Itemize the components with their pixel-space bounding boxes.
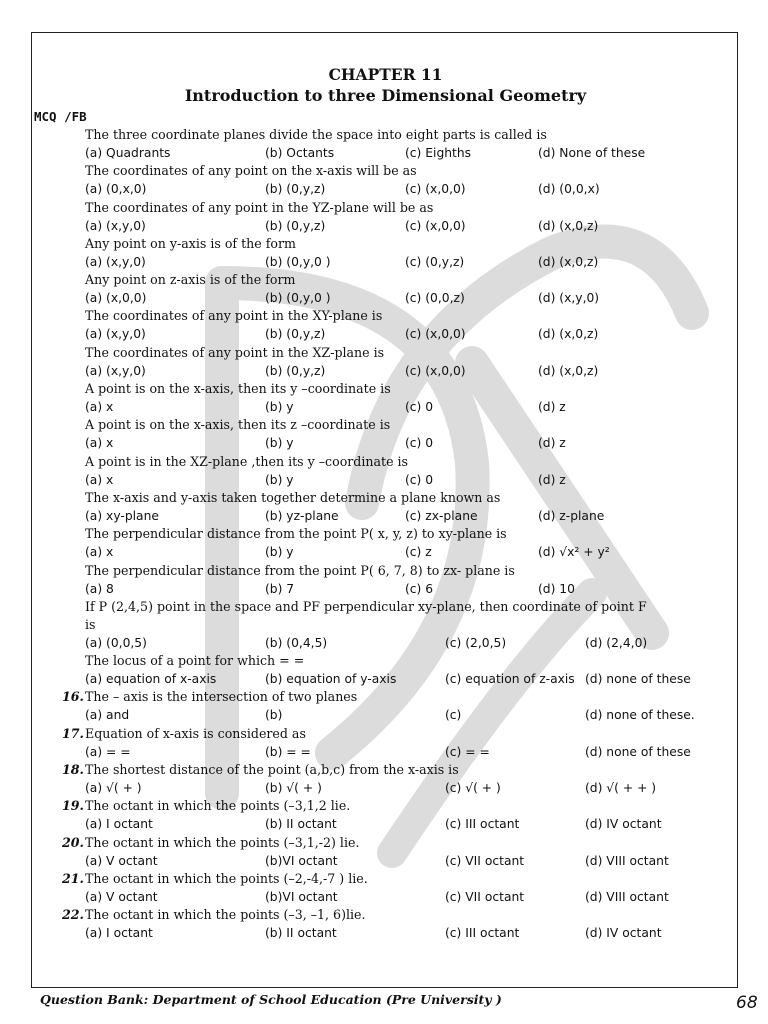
- question-item: [32, 489, 738, 525]
- option-b: (b) II octant: [265, 817, 337, 832]
- option-a: (a) and: [85, 708, 130, 723]
- question-number: 18.: [62, 762, 84, 778]
- question-text: The octant in which the points (–3, –1, 6)lie.: [85, 907, 366, 923]
- option-b: (b) 7: [265, 581, 295, 596]
- option-a: (a) √( + ): [85, 781, 142, 796]
- option-d: (d) z: [538, 436, 566, 451]
- option-c: (c) = =: [445, 744, 490, 759]
- question-item: [32, 380, 738, 416]
- question-list: [32, 126, 738, 943]
- question-item: [32, 235, 738, 271]
- option-b: (b) (0,y,0 ): [265, 254, 331, 269]
- option-a: (a) x: [85, 545, 114, 560]
- question-item: [32, 307, 738, 343]
- question-number: 19.: [62, 798, 84, 814]
- option-d: (d) (0,0,x): [538, 182, 600, 197]
- option-a: (a) x: [85, 436, 114, 451]
- option-b: (b) y: [265, 545, 294, 560]
- option-a: (a) equation of x-axis: [85, 672, 217, 687]
- question-line: [32, 235, 738, 253]
- question-item: [32, 162, 738, 198]
- option-a: (a) x: [85, 400, 114, 415]
- option-row: [32, 580, 738, 598]
- option-b: (b) = =: [265, 744, 311, 759]
- question-line: [32, 797, 738, 815]
- option-a: (a) I octant: [85, 926, 153, 941]
- option-d: (d) z: [538, 472, 566, 487]
- question-text: Any point on z-axis is of the form: [85, 272, 296, 288]
- question-line: [32, 525, 738, 543]
- option-a: (a) I octant: [85, 817, 153, 832]
- option-b: (b) √( + ): [265, 781, 322, 796]
- option-a: (a) 8: [85, 581, 114, 596]
- option-c: (c) 0: [405, 436, 434, 451]
- option-row: [32, 815, 738, 833]
- option-row: [32, 362, 738, 380]
- question-text: Equation of x-axis is considered as: [85, 725, 306, 741]
- question-line: [32, 271, 738, 289]
- question-line: [32, 598, 738, 616]
- question-line: [32, 688, 738, 706]
- question-number: 21.: [62, 870, 84, 886]
- option-d: (d) VIII octant: [585, 853, 669, 868]
- question-line: [32, 562, 738, 580]
- option-c: (c) zx-plane: [405, 508, 478, 523]
- question-item: [32, 906, 738, 942]
- question-text: The coordinates of any point in the XZ-plane is: [85, 344, 385, 360]
- option-row: [32, 180, 738, 198]
- option-row: [32, 706, 738, 724]
- option-row: [32, 924, 738, 942]
- option-b: (b) Octants: [265, 146, 335, 160]
- question-line: [32, 453, 738, 471]
- question-line: [32, 162, 738, 180]
- chapter-heading: CHAPTER 11: [328, 65, 443, 84]
- option-b: (b)VI octant: [265, 853, 338, 868]
- question-item: [32, 271, 738, 307]
- option-d: (d) none of these: [585, 744, 691, 759]
- question-text: The three coordinate planes divide the space into eight parts is called is: [85, 127, 547, 142]
- option-b: (b) (0,y,0 ): [265, 291, 331, 306]
- option-d: (d) (2,4,0): [585, 635, 648, 650]
- question-item: [32, 652, 738, 688]
- page-frame: [31, 32, 738, 988]
- question-item: [32, 126, 738, 162]
- question-text: The locus of a point for which = =: [85, 653, 305, 669]
- option-c: (c) (x,0,0): [405, 182, 466, 197]
- option-b: (b) yz-plane: [265, 508, 339, 523]
- question-item: [32, 688, 738, 724]
- option-c: (c) (x,0,0): [405, 218, 466, 233]
- question-item: [32, 761, 738, 797]
- option-row: [32, 888, 738, 906]
- option-d: (d) none of these.: [585, 708, 695, 723]
- option-b: (b)VI octant: [265, 889, 338, 904]
- option-c: (c) III octant: [445, 817, 520, 832]
- option-d: (d) None of these: [538, 146, 646, 160]
- option-d: (d) IV octant: [585, 817, 662, 832]
- question-line: [32, 906, 738, 924]
- question-item: [32, 416, 738, 452]
- option-row: [32, 852, 738, 870]
- question-text: Any point on y-axis is of the form: [85, 235, 296, 251]
- option-row: [32, 507, 738, 525]
- option-d: (d) √x² + y²: [538, 545, 610, 560]
- option-c: (c) (x,0,0): [405, 363, 466, 378]
- option-a: (a) V octant: [85, 853, 158, 868]
- question-item: [32, 453, 738, 489]
- question-item: [32, 598, 738, 652]
- question-number: 17.: [62, 725, 84, 741]
- question-item: [32, 199, 738, 235]
- option-b: (b) (0,y,z): [265, 327, 326, 342]
- option-b: (b): [265, 708, 283, 723]
- question-item: [32, 834, 738, 870]
- question-text: The coordinates of any point in the XY-plane is: [85, 308, 383, 324]
- option-row: [32, 743, 738, 761]
- option-b: (b) (0,y,z): [265, 182, 326, 197]
- option-a: (a) V octant: [85, 889, 158, 904]
- question-text: A point is on the x-axis, then its y –coordinate is: [85, 381, 391, 397]
- question-item: [32, 725, 738, 761]
- option-row: [32, 779, 738, 797]
- question-item: [32, 344, 738, 380]
- option-a: (a) (x,y,0): [85, 218, 146, 233]
- option-c: (c) z: [405, 545, 432, 560]
- question-text: The shortest distance of the point (a,b,c) from the x-axis is: [85, 762, 459, 778]
- option-d: (d) (x,0,z): [538, 363, 599, 378]
- option-d: (d) VIII octant: [585, 889, 669, 904]
- question-text: The – axis is the intersection of two planes: [85, 689, 358, 705]
- option-a: (a) (x,0,0): [85, 291, 147, 306]
- question-item: [32, 797, 738, 833]
- question-line: [32, 489, 738, 507]
- question-line: [32, 652, 738, 670]
- option-a: (a) (x,y,0): [85, 327, 146, 342]
- option-c: (c) equation of z-axis: [445, 672, 575, 687]
- question-line: [32, 416, 738, 434]
- option-a: (a) (x,y,0): [85, 363, 146, 378]
- option-d: (d) (x,y,0): [538, 291, 600, 306]
- option-b: (b) (0,4,5): [265, 635, 328, 650]
- option-c: (c) 6: [405, 581, 434, 596]
- question-text: If P (2,4,5) point in the space and PF perpendicular xy-plane, then coordinate of point F: [85, 598, 647, 614]
- question-line: [32, 380, 738, 398]
- option-row: [32, 289, 738, 307]
- question-text: The perpendicular distance from the point P( x, y, z) to xy-plane is: [85, 526, 507, 542]
- option-c: (c) √( + ): [445, 781, 501, 796]
- option-d: (d) IV octant: [585, 926, 662, 941]
- question-line: [32, 199, 738, 217]
- option-row: [32, 144, 738, 162]
- option-c: (c) (x,0,0): [405, 327, 466, 342]
- option-a: (a) (0,x,0): [85, 182, 147, 197]
- footer-text: Question Bank: Department of School Education (Pre University ): [40, 992, 502, 1007]
- question-text: The octant in which the points (–2,-4,-7 ) lie.: [85, 870, 368, 886]
- option-a: (a) Quadrants: [85, 146, 171, 160]
- option-a: (a) x: [85, 472, 114, 487]
- question-item: [32, 525, 738, 561]
- question-text: A point is in the XZ-plane ,then its y –coordinate is: [85, 453, 409, 469]
- page-number: 68: [736, 993, 758, 1013]
- question-item: [32, 562, 738, 598]
- option-row: [32, 543, 738, 561]
- option-row: [32, 325, 738, 343]
- option-c: (c) VII octant: [445, 889, 525, 904]
- question-text: The coordinates of any point in the YZ-plane will be as: [85, 199, 434, 215]
- option-b: (b) (0,y,z): [265, 218, 326, 233]
- option-a: (a) xy-plane: [85, 508, 159, 523]
- question-text: The perpendicular distance from the point P( 6, 7, 8) to zx- plane is: [85, 562, 515, 578]
- chapter-title: Introduction to three Dimensional Geometry: [184, 86, 587, 105]
- option-c: (c) Eighths: [405, 146, 472, 160]
- option-d: (d) z: [538, 400, 566, 415]
- question-line: [32, 725, 738, 743]
- question-line: [32, 307, 738, 325]
- option-c: (c) (0,0,z): [405, 291, 465, 306]
- question-number: 20.: [62, 834, 84, 850]
- option-c: (c) III octant: [445, 926, 520, 941]
- option-c: (c) VII octant: [445, 853, 525, 868]
- option-d: (d) (x,0,z): [538, 218, 599, 233]
- option-row: [32, 471, 738, 489]
- option-c: (c): [445, 708, 462, 723]
- question-text: The x-axis and y-axis taken together determine a plane known as: [85, 489, 501, 505]
- question-number: 16.: [62, 689, 84, 705]
- question-line: [32, 834, 738, 852]
- option-d: (d) z-plane: [538, 508, 605, 523]
- option-c: (c) 0: [405, 400, 434, 415]
- question-text: The coordinates of any point on the x-axis will be as: [85, 163, 417, 179]
- option-d: (d) none of these: [585, 672, 691, 687]
- question-line: [32, 761, 738, 779]
- option-c: (c) 0: [405, 472, 434, 487]
- question-line: [32, 344, 738, 362]
- question-line: [32, 870, 738, 888]
- section-label: MCQ /FB: [34, 109, 87, 124]
- question-number: 22.: [62, 907, 84, 923]
- option-row: [32, 398, 738, 416]
- option-row: [32, 634, 738, 652]
- option-b: (b) equation of y-axis: [265, 672, 397, 687]
- question-text: The octant in which the points (–3,1,2 lie.: [85, 798, 351, 814]
- option-d: (d) (x,0,z): [538, 327, 599, 342]
- option-row: [32, 217, 738, 235]
- question-line: [32, 126, 738, 144]
- option-a: (a) (x,y,0): [85, 254, 146, 269]
- option-b: (b) y: [265, 436, 294, 451]
- option-b: (b) (0,y,z): [265, 363, 326, 378]
- question-text: The octant in which the points (–3,1,-2) lie.: [85, 834, 360, 850]
- option-b: (b) y: [265, 400, 294, 415]
- option-d: (d) 10: [538, 581, 575, 596]
- option-d: (d) (x,0,z): [538, 254, 599, 269]
- question-item: [32, 870, 738, 906]
- option-b: (b) y: [265, 472, 294, 487]
- option-row: [32, 253, 738, 271]
- option-c: (c) (2,0,5): [445, 635, 507, 650]
- option-a: (a) (0,0,5): [85, 635, 147, 650]
- option-row: [32, 670, 738, 688]
- question-line: [32, 616, 738, 634]
- question-text: A point is on the x-axis, then its z –coordinate is: [85, 417, 391, 433]
- option-c: (c) (0,y,z): [405, 254, 465, 269]
- option-row: [32, 434, 738, 452]
- question-text-continued: is: [85, 616, 96, 632]
- option-b: (b) II octant: [265, 926, 337, 941]
- option-d: (d) √( + + ): [585, 781, 657, 796]
- option-a: (a) = =: [85, 744, 131, 759]
